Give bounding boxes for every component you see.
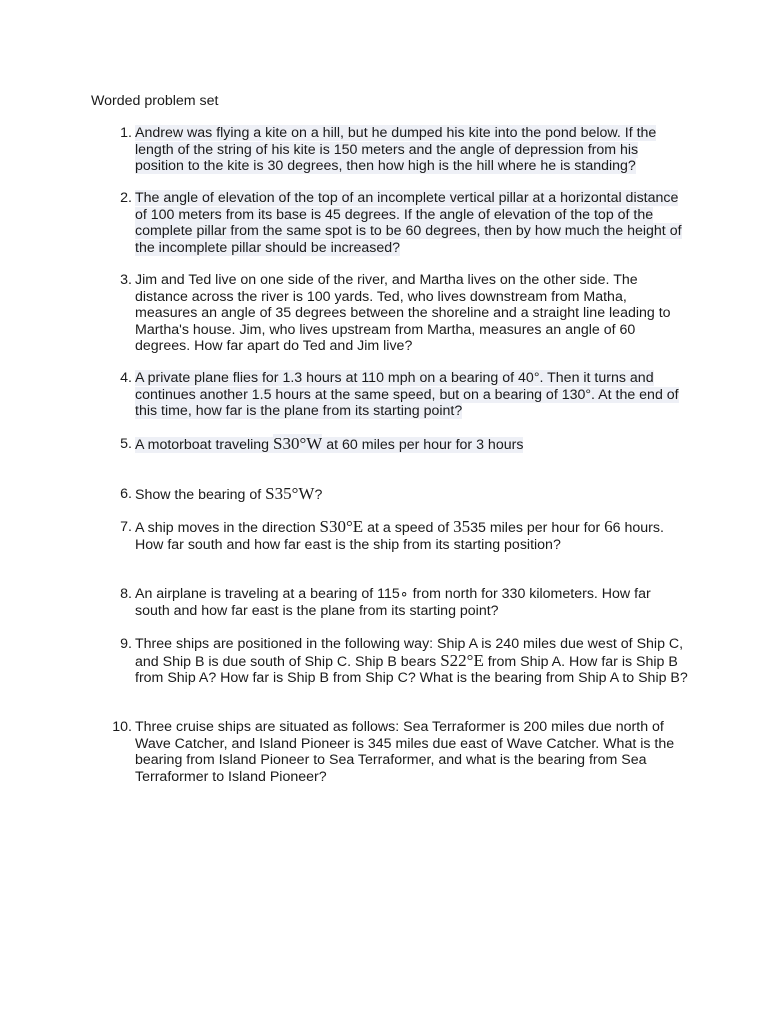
- problem-text: [135, 719, 688, 785]
- problem-text-part: 35 miles per hour for: [470, 520, 605, 536]
- problem-number: 8 .: [108, 586, 132, 603]
- problem-text-part: ?: [314, 487, 323, 503]
- problem-text-part: A ship moves in the direction: [135, 520, 320, 536]
- math-expression: 6: [604, 517, 613, 536]
- problem-number: 2 .: [108, 190, 132, 207]
- problem-text: [135, 519, 688, 553]
- problem-item: [108, 272, 688, 355]
- math-expression: S30°E: [319, 517, 364, 536]
- problem-text: [135, 486, 688, 504]
- problem-text: [135, 125, 688, 175]
- problem-text: [135, 586, 688, 619]
- problem-text: [135, 436, 688, 454]
- problem-number: 4 .: [108, 370, 132, 387]
- problem-item: [108, 636, 688, 687]
- problem-item: [108, 586, 688, 619]
- problem-text: [135, 636, 688, 687]
- problem-text-content: An airplane is traveling at a bearing of 115∘ from north for 330 kilometers. How far south and how far east is the plane from its starting point?: [135, 586, 651, 619]
- problem-text-part: at 60 miles per hour for 3 hours: [322, 437, 524, 453]
- math-expression: S22°E: [440, 650, 484, 670]
- problem-item: [108, 719, 688, 785]
- problem-text-part: Show the bearing of: [135, 487, 266, 503]
- problem-text-content: Three cruise ships are situated as follows: Sea Terraformer is 200 miles due north of Wave Catcher, and Island Pioneer is 345 miles due east of Wave Catcher. What is the bearing from Island Pioneer to Sea Terraformer, and what is the bearing from Sea Terraformer to Island Pioneer?: [135, 719, 675, 785]
- problem-text-part: at a speed of: [363, 520, 454, 536]
- problem-item: [108, 486, 688, 504]
- problem-number: 1 .: [108, 125, 132, 142]
- problem-number: 5 .: [108, 436, 132, 453]
- problem-text-content: The angle of elevation of the top of an incomplete vertical pillar at a horizontal distance of 100 meters from its base is 45 degrees. If the angle of elevation of the top of the complete pillar from the same spot is to be 60 degrees, then by how much the height of the incomplete pillar should be increased?: [135, 190, 682, 256]
- problem-text-part: 6 hours. How far south and how far east is the ship from its starting position?: [135, 520, 664, 553]
- problem-text: [135, 190, 688, 256]
- problem-text: [135, 272, 688, 355]
- math-expression: S35°W: [265, 484, 315, 503]
- problem-text-content: Jim and Ted live on one side of the river, and Martha lives on the other side. The distance across the river is 100 yards. Ted, who lives downstream from Matha, measures an angle of 35 degrees between the shoreline and a straight line leading to Martha's house. Jim, who lives upstream from Martha, measures an angle of 60 degrees. How far apart do Ted and Jim live?: [135, 272, 671, 354]
- problem-text-content: Andrew was flying a kite on a hill, but he dumped his kite into the pond below. If the length of the string of his kite is 150 meters and the angle of depression from his position to the kite is 30 degrees, then how high is the hill where he is standing?: [135, 125, 657, 174]
- problem-number: 7 .: [108, 519, 132, 536]
- problem-item: [108, 190, 688, 256]
- problem-number: 3 .: [108, 272, 132, 289]
- problem-text-part: A motorboat traveling: [135, 437, 274, 453]
- problem-item: [108, 370, 688, 420]
- problem-text: [135, 370, 688, 420]
- problem-text-part: Three ships are positioned in the following way: Ship A is 240 miles due west of Ship C, and Ship B is due south of Ship C. Ship B bears: [135, 636, 684, 670]
- document-title: Worded problem set: [91, 93, 219, 109]
- math-expression: S30°W: [273, 434, 323, 453]
- problem-item: [108, 125, 688, 175]
- problem-text-content: A private plane flies for 1.3 hours at 110 mph on a bearing of 40°. Then it turns and continues another 1.5 hours at the same speed, but on a bearing of 130°. At the end of this time, how far is the plane from its starting point?: [135, 370, 679, 419]
- problem-number: 9 .: [108, 636, 132, 653]
- problem-text-part: from Ship A. How far is Ship B from Ship A? How far is Ship B from Ship C? What is the bearing from Ship A to Ship B?: [135, 653, 688, 686]
- problem-number: 6 .: [108, 486, 132, 503]
- problem-number: 10 .: [108, 719, 132, 736]
- problem-item: [108, 519, 688, 553]
- math-expression: 35: [453, 517, 471, 536]
- problem-item: [108, 436, 688, 454]
